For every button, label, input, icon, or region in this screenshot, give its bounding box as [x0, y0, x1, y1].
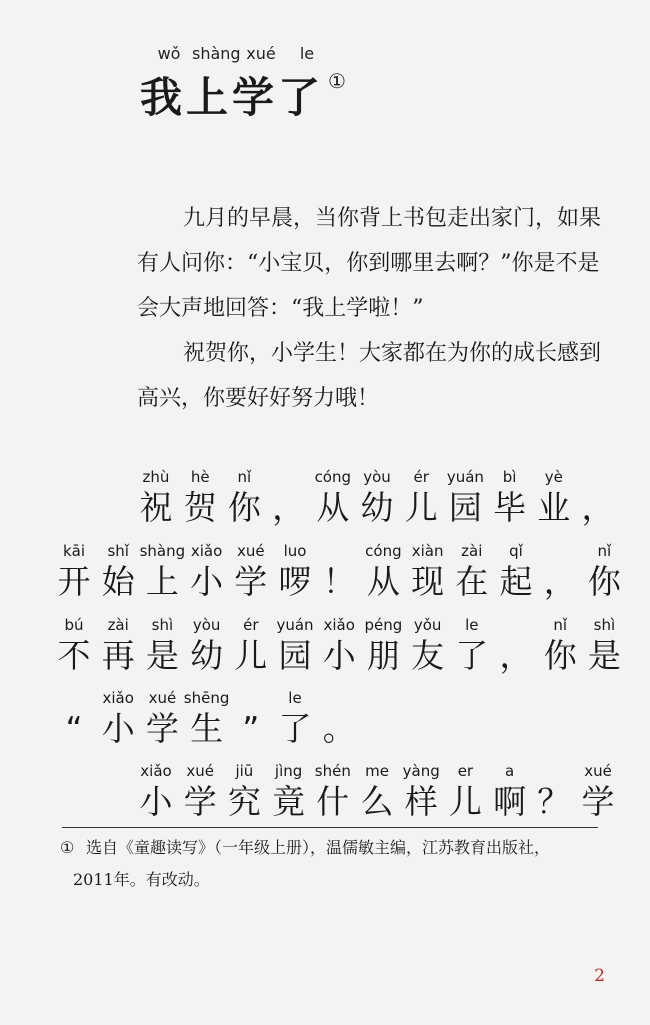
- hanzi: 园: [278, 636, 312, 675]
- poem-character: [576, 466, 620, 528]
- poem-line: [0, 466, 650, 546]
- hanzi: 上: [145, 562, 179, 601]
- poem-character: [582, 614, 626, 676]
- lesson-title-block: [140, 44, 350, 125]
- pinyin: ér: [243, 616, 259, 634]
- title-pinyin-syllable: xué: [246, 44, 276, 63]
- pinyin: yè: [544, 468, 563, 486]
- pinyin: xiǎo: [323, 616, 355, 634]
- hanzi: 业: [537, 488, 571, 527]
- hanzi: 儿: [448, 782, 482, 821]
- pinyin: [297, 687, 381, 709]
- hanzi: 儿: [234, 636, 268, 675]
- hanzi: 始: [101, 562, 135, 601]
- hanzi: 在: [455, 562, 489, 601]
- footnote: [60, 832, 600, 896]
- pinyin: yuán: [446, 468, 484, 486]
- poem-line: [0, 687, 650, 767]
- hanzi: 了: [278, 709, 312, 748]
- hanzi: 学: [145, 709, 179, 748]
- footnote-divider: [62, 827, 598, 828]
- pinyin: shǐ: [107, 542, 129, 560]
- hanzi: 小: [101, 709, 135, 748]
- poem-line: [0, 540, 650, 620]
- title-pinyin-syllable: wǒ: [157, 44, 181, 63]
- paragraph-2: 祝贺你，小学生！大家都在为你的成长感到高兴，你要好好努力哦！: [137, 341, 602, 411]
- hanzi: 生: [190, 709, 224, 748]
- hanzi: 毕: [493, 488, 527, 527]
- hanzi: ，: [272, 488, 306, 527]
- hanzi: 再: [101, 636, 135, 675]
- hanzi: 是: [587, 636, 621, 675]
- hanzi: 是: [145, 636, 179, 675]
- pinyin: xué: [186, 762, 214, 780]
- hanzi: 从: [316, 488, 350, 527]
- hanzi: 学: [581, 782, 615, 821]
- pinyin: [556, 466, 640, 488]
- hanzi: 学: [183, 782, 217, 821]
- hanzi: 。: [322, 709, 356, 748]
- hanzi: “: [65, 709, 83, 748]
- pinyin: qǐ: [509, 542, 523, 560]
- poem-line: [0, 760, 650, 840]
- pinyin: yàng: [402, 762, 440, 780]
- hanzi: 现: [411, 562, 445, 601]
- hanzi: 贺: [183, 488, 217, 527]
- hanzi: 啰: [278, 562, 312, 601]
- pinyin: shì: [593, 616, 616, 634]
- hanzi: ，: [543, 562, 577, 601]
- pinyin: nǐ: [553, 616, 568, 634]
- hanzi: 儿: [404, 488, 438, 527]
- hanzi: 竟: [272, 782, 306, 821]
- pinyin: xiǎo: [140, 762, 172, 780]
- pinyin: le: [465, 616, 479, 634]
- pinyin: yuán: [276, 616, 314, 634]
- pinyin: hè: [190, 468, 210, 486]
- paragraph-1: 九月的早晨，当你背上书包走出家门，如果有人问你：“小宝贝，你到哪里去啊？”你是不是会大声地回答：“我上学啦！”: [137, 206, 602, 321]
- hanzi: 不: [57, 636, 91, 675]
- pinyin: ér: [413, 468, 429, 486]
- hanzi: 你: [227, 488, 261, 527]
- hanzi: ，: [581, 488, 615, 527]
- pinyin: zài: [461, 542, 483, 560]
- pinyin: bú: [64, 616, 84, 634]
- hanzi: 啊: [493, 782, 527, 821]
- hanzi: 你: [543, 636, 577, 675]
- pinyin: luo: [283, 542, 307, 560]
- poem-line: [0, 614, 650, 694]
- footnote-line-2: 2011年。有改动。: [73, 870, 210, 889]
- hanzi: 幼: [360, 488, 394, 527]
- hanzi: 友: [411, 636, 445, 675]
- hanzi: 幼: [190, 636, 224, 675]
- pinyin: jiū: [235, 762, 254, 780]
- pinyin: nǐ: [237, 468, 252, 486]
- pinyin: xiǎo: [102, 689, 134, 707]
- page-number: 2: [594, 966, 605, 986]
- pinyin: yòu: [363, 468, 391, 486]
- footnote-number: ①: [60, 838, 75, 857]
- pinyin: shēng: [183, 689, 230, 707]
- pinyin: shén: [314, 762, 351, 780]
- title-pinyin-syllable: le: [299, 44, 315, 63]
- hanzi: 祝: [139, 488, 173, 527]
- pinyin: cóng: [314, 468, 352, 486]
- hanzi: ”: [242, 709, 260, 748]
- poem-character: [317, 687, 361, 749]
- hanzi: 样: [404, 782, 438, 821]
- hanzi: 了: [455, 636, 489, 675]
- hanzi: 开: [57, 562, 91, 601]
- pinyin: cóng: [365, 542, 402, 560]
- hanzi: 你: [587, 562, 621, 601]
- pinyin: yǒu: [413, 616, 442, 634]
- pinyin: yòu: [192, 616, 221, 634]
- hanzi: 小: [322, 636, 356, 675]
- pinyin: xué: [236, 542, 265, 560]
- poem-character: [576, 760, 620, 822]
- pinyin: shì: [151, 616, 174, 634]
- intro-paragraphs: [137, 196, 607, 421]
- pinyin: me: [365, 762, 389, 780]
- pinyin: jìng: [274, 762, 303, 780]
- pinyin: xiàn: [411, 542, 444, 560]
- hanzi: 从: [366, 562, 400, 601]
- hanzi: 小: [190, 562, 224, 601]
- pinyin: zài: [107, 616, 129, 634]
- hanzi: 么: [360, 782, 394, 821]
- pinyin: péng: [364, 616, 403, 634]
- poem-character: [582, 540, 626, 602]
- pinyin: kāi: [62, 542, 86, 560]
- footnote-line-1: 选自《童趣读写》（一年级上册），温儒敏主编，江苏教育出版社，: [86, 838, 551, 857]
- hanzi: ，: [499, 636, 533, 675]
- title-pinyin: [146, 44, 350, 63]
- pinyin: nǐ: [597, 542, 612, 560]
- pinyin: er: [457, 762, 474, 780]
- hanzi: ？: [537, 782, 571, 821]
- title-pinyin-syllable: shàng: [192, 44, 241, 63]
- pinyin: a: [504, 762, 515, 780]
- hanzi: 小: [139, 782, 173, 821]
- pinyin: shàng: [139, 542, 186, 560]
- hanzi: 起: [499, 562, 533, 601]
- pinyin: xué: [584, 762, 612, 780]
- pinyin: bì: [502, 468, 517, 486]
- pinyin: le: [288, 689, 302, 707]
- hanzi: 究: [227, 782, 261, 821]
- lesson-title-text: 我上学了: [140, 73, 325, 122]
- pinyin: zhù: [142, 468, 170, 486]
- footnote-marker: ①: [328, 69, 350, 93]
- hanzi: ！: [322, 562, 356, 601]
- hanzi: 园: [448, 488, 482, 527]
- lesson-title: [140, 65, 350, 125]
- pinyin: xué: [148, 689, 177, 707]
- hanzi: 朋: [366, 636, 400, 675]
- pinyin: xiǎo: [190, 542, 223, 560]
- hanzi: 学: [234, 562, 268, 601]
- hanzi: 什: [316, 782, 350, 821]
